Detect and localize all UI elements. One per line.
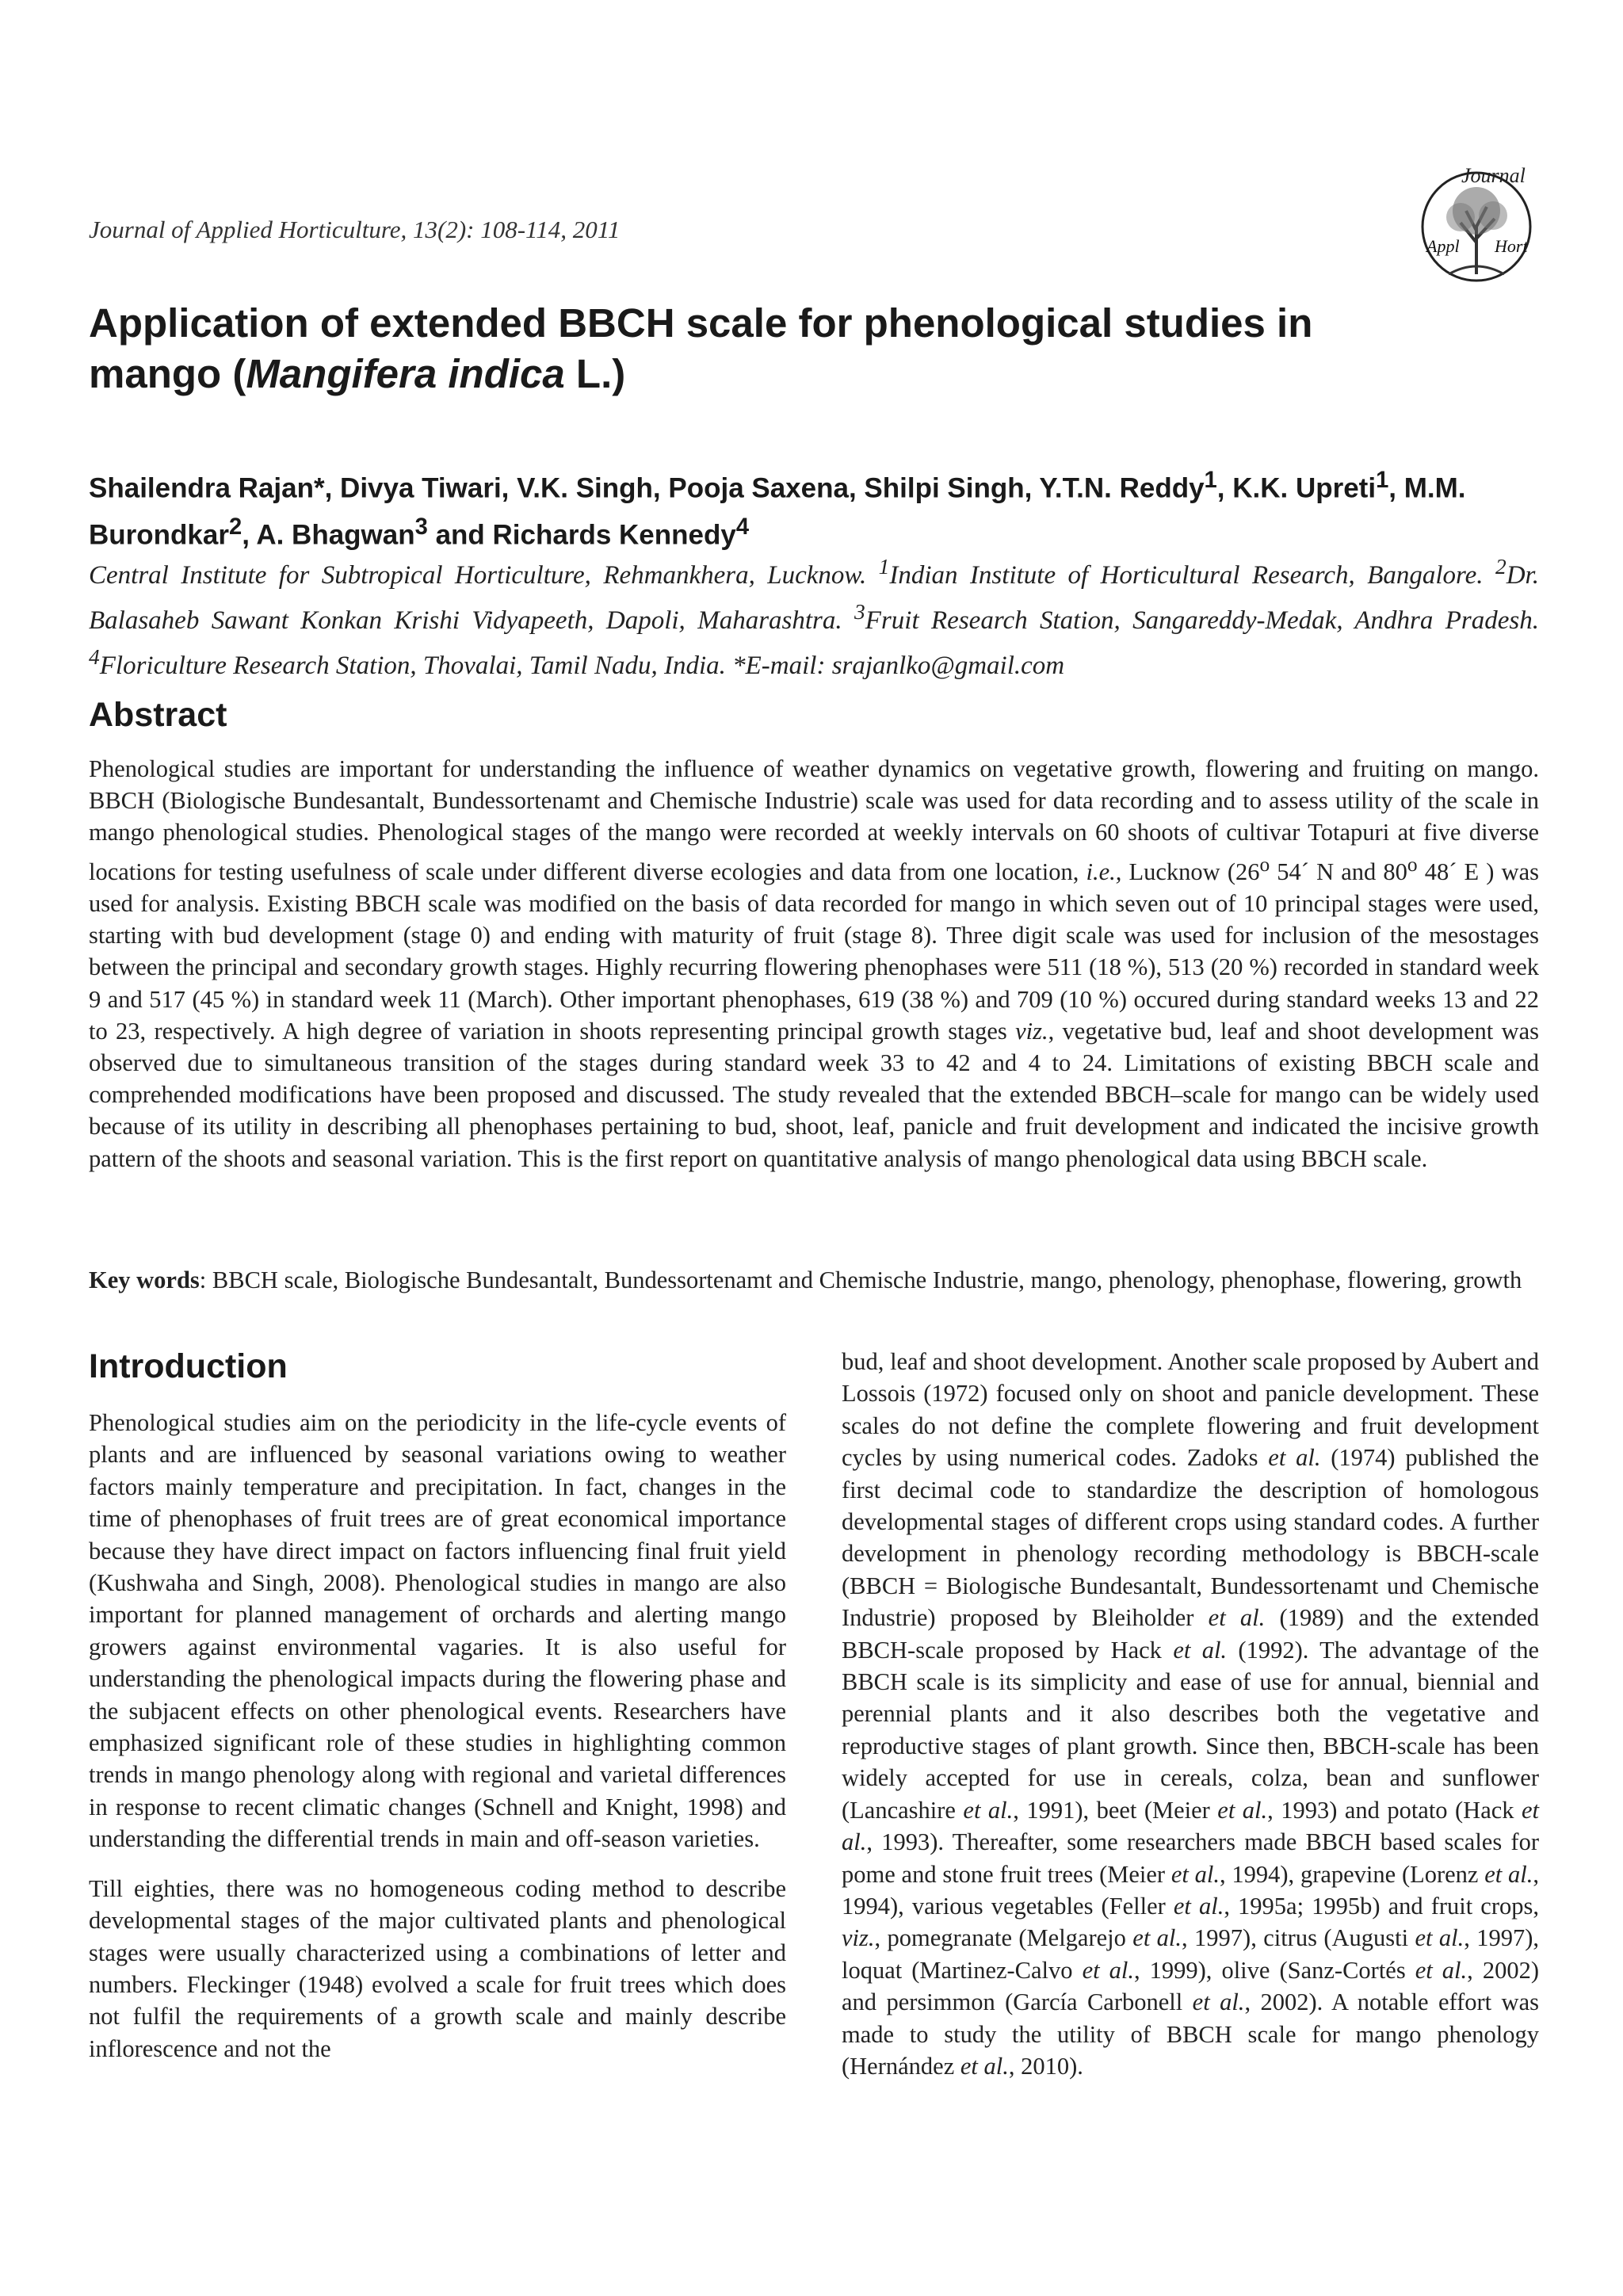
affil-marker: 3 xyxy=(854,599,865,624)
logo-appl-text: Appl xyxy=(1426,236,1460,256)
intro-text: , 1999), olive (Sanz-Cortés xyxy=(1133,1956,1415,1984)
title-species: Mangifera indica xyxy=(246,351,565,396)
affil-marker: 2 xyxy=(1495,554,1507,579)
abstract-text: Lucknow (26 xyxy=(1121,858,1260,885)
logo-journal-text: Journal xyxy=(1461,164,1526,187)
intro-text: , 1994), grapevine (Lorenz xyxy=(1220,1860,1485,1888)
affil-marker: 1 xyxy=(878,554,890,579)
keywords-label: Key words xyxy=(89,1266,200,1293)
abstract-text: 48´ E ) was used for analysis. Existing BBCH scale was modified on the basis of data recorded for mango in which seven out of 10 principal stages were used, starting with bud development (stage 0) and ending with maturity of fruit (stage 8). Three digit scale was used for inclusion of the mesostages between the principal and secondary growth stages. Highly recurring flowering phenophases were 511 (18 %), 513 (20 %) recorded in standard week 9 and 517 (45 %) in standard week 11 (March). Other important phenophases, 619 (38 %) and 709 (10 %) occured during standard weeks 13 and 22 to 23, respectively. A high degree of variation in shoots representing principal growth stages xyxy=(89,858,1539,1045)
intro-paragraph-2: Till eighties, there was no homogeneous coding method to describe developmental stages of the major cultivated plants and phenological stages were usually characterized using a combinations of letter and numbers. Fleckinger (1948) evolved a scale for fruit trees which does not fulfil the requirements of a growth scale and mainly describe inflorescence and not the xyxy=(89,1874,786,2062)
intro-text: , 1991), beet (Meier xyxy=(1013,1796,1218,1824)
intro-italic: et al. xyxy=(1217,1796,1268,1824)
abstract-text: , vegetative bud, leaf and shoot development was observed due to simultaneous transition of the stages during standard week 33 to 42 and 4 to 24. Limitations of existing BBCH scale and comprehended modifications have been proposed and discussed. The study revealed that the extended BBCH–scale for mango can be widely used because of its utility in describing all phenophases pertaining to bud, shoot, leaf, panicle and fruit development and indicated the incisive growth pattern of the shoots and seasonal variation. This is the first report on quantitative analysis of mango phenological data using BBCH scale. xyxy=(89,1017,1539,1172)
intro-text: , 1995a; 1995b) and fruit crops, xyxy=(1224,1892,1539,1920)
affiliation-text: Fruit Research Station, Sangareddy-Medak, Andhra Pradesh. xyxy=(865,606,1539,635)
introduction-heading: Introduction xyxy=(89,1347,288,1385)
affiliation-text: Floriculture Research Station, Thovalai, Tamil Nadu, India. *E-mail: srajanlko@gmail.com xyxy=(99,651,1065,680)
abstract-body xyxy=(89,753,1539,1175)
intro-text: (1974) published the first decimal code to standardize the description of homologous developmental stages of different crops using standard codes. A further development in phenology recording methodology is BBCH-scale (BBCH = Biologische Bundesantalt, Bundessortenamt und Chemische Industrie) proposed by Bleiholder xyxy=(842,1444,1539,1632)
intro-text: , pomegranate (Melgarejo xyxy=(874,1924,1133,1952)
affiliation-text: Central Institute for Subtropical Horticulture, Rehmankhera, Lucknow. xyxy=(89,561,879,590)
intro-italic: et al. xyxy=(1484,1860,1533,1888)
intro-text: , 1993). Thereafter, some researchers made BBCH based scales for pome and stone fruit trees (Meier xyxy=(842,1828,1539,1888)
tree-logo-icon xyxy=(1417,147,1544,298)
abstract-text: Phenological studies are important for understanding the influence of weather dynamics on vegetative growth, flowering and fruiting on mango. BBCH (Biologische Bundesantalt, Bundessortenamt and Chemische Industrie) scale was used for data recording and to assess utility of the scale in mango phenological studies. Phenological stages of the mango were recorded at weekly intervals on 60 shoots of cultivar Totapuri at five diverse locations for testing usefulness of scale under different diverse ecologies and data from one location, xyxy=(89,755,1539,885)
affil-marker: 3 xyxy=(414,514,428,540)
authors-text: and Richards Kennedy xyxy=(427,519,736,551)
affiliation-text: Dr. Balasaheb Sawant Konkan Krishi Vidyapeeth, Dapoli, Maharashtra. xyxy=(89,561,1539,635)
intro-text: (1992). The advantage of the BBCH scale is its simplicity and ease of use for annual, biennial and perennial plants and it also describes both the vegetative and reproductive stages of plant growth. Since then, BBCH-scale has been widely accepted for use in cereals, colza, bean and sunflower (Lancashire xyxy=(842,1636,1539,1824)
intro-text: , 1993) and potato (Hack xyxy=(1267,1796,1522,1824)
abstract-italic: i.e., xyxy=(1086,858,1122,885)
intro-italic: et al. xyxy=(842,1796,1539,1856)
intro-text: , 2002). A notable effort was made to study the utility of BBCH scale for mango phenology (Hernández xyxy=(842,1988,1539,2080)
authors-text: Shailendra Rajan*, Divya Tiwari, V.K. Singh, Pooja Saxena, Shilpi Singh, Y.T.N. Reddy xyxy=(89,472,1205,504)
intro-italic: et al. xyxy=(963,1796,1014,1824)
intro-italic: et al. xyxy=(1192,1988,1245,2016)
degree-marker: o xyxy=(1259,853,1270,876)
intro-text: bud, leaf and shoot development. Another scale proposed by Aubert and Lossois (1972) focused only on shoot and panicle development. These scales do not define the complete flowering and fruit development cycles by using numerical codes. Zadoks xyxy=(842,1348,1539,1472)
title-text: Application of extended BBCH scale for phenological studies in mango ( xyxy=(89,300,1313,396)
intro-italic: et al. xyxy=(1268,1444,1321,1472)
intro-italic: et al. xyxy=(1415,1956,1468,1984)
intro-italic: et al. xyxy=(960,2052,1009,2080)
intro-italic: et al. xyxy=(1173,1892,1224,1920)
intro-text: , 2010). xyxy=(1008,2052,1083,2080)
intro-italic: et al. xyxy=(1208,1604,1266,1632)
intro-italic: et al. xyxy=(1415,1924,1465,1952)
intro-text: , 2002) and persimmon (García Carbonell xyxy=(842,1956,1539,2016)
abstract-italic: viz. xyxy=(1015,1017,1048,1045)
intro-italic: et al. xyxy=(1170,1860,1220,1888)
affiliations xyxy=(89,548,1539,684)
authors-text: , A. Bhagwan xyxy=(242,519,415,551)
affil-marker: 4 xyxy=(735,514,750,540)
intro-italic: viz. xyxy=(842,1924,875,1952)
affil-marker: 2 xyxy=(228,514,242,540)
title-text-end: L.) xyxy=(564,351,626,396)
intro-text: , 1994), various vegetables (Feller xyxy=(842,1860,1540,1920)
intro-text: (1989) and the extended BBCH-scale proposed by Hack xyxy=(842,1604,1539,1664)
intro-paragraph-1: Phenological studies aim on the periodicity in the life-cycle events of plants and are influenced by seasonal variations owing to weather factors mainly temperature and precipitation. In fact, changes in the time of phenophases of fruit trees are of great economical importance because they have direct impact on factors influencing final fruit yield (Kushwaha and Singh, 2008). Phenological studies in mango are also important for planned management of orchards and alerting mango growers against environmental vagaries. It is also useful for understanding the phenological impacts during the flowering phase and the subjacent effects on other phenological events. Researchers have emphasized significant role of these studies in highlighting common trends in mango phenology along with regional and varietal differences in response to recent climatic changes (Schnell and Knight, 1998) and understanding the differential trends in main and off-season varieties. xyxy=(89,1409,786,1853)
intro-left-column xyxy=(89,1407,786,2065)
affiliation-text: Indian Institute of Horticultural Research, Bangalore. xyxy=(889,561,1495,590)
journal-citation: Journal of Applied Horticulture, 13(2): 108-114, 2011 xyxy=(89,216,621,243)
degree-marker: o xyxy=(1407,853,1418,876)
intro-italic: et al. xyxy=(1173,1636,1228,1664)
affil-marker: 4 xyxy=(89,644,100,669)
journal-logo xyxy=(1417,147,1544,298)
affil-marker: 1 xyxy=(1376,468,1389,493)
keywords xyxy=(89,1264,1539,1296)
authors-text: , K.K. Upreti xyxy=(1216,472,1377,504)
affil-marker: 1 xyxy=(1204,468,1217,493)
abstract-text: 54´ N and 80 xyxy=(1270,858,1407,885)
logo-hort-text: Hort xyxy=(1495,236,1528,256)
intro-right-column xyxy=(842,1346,1539,2082)
abstract-heading: Abstract xyxy=(89,696,227,734)
intro-text: , 1997), citrus (Augusti xyxy=(1182,1924,1415,1952)
intro-italic: et al. xyxy=(1082,1956,1134,1984)
intro-italic: et al. xyxy=(1132,1924,1182,1952)
intro-text: , 1997), loquat (Martinez-Calvo xyxy=(842,1924,1540,1984)
paper-title xyxy=(89,298,1436,399)
keywords-text: : BBCH scale, Biologische Bundesantalt, Bundessortenamt and Chemische Industrie, mango, phenology, phenophase, flowering, growth xyxy=(199,1266,1522,1293)
intro-paragraph-3 xyxy=(842,1346,1539,2082)
authors-text: , M.M. Burondkar xyxy=(89,472,1466,551)
author-list xyxy=(89,461,1539,554)
